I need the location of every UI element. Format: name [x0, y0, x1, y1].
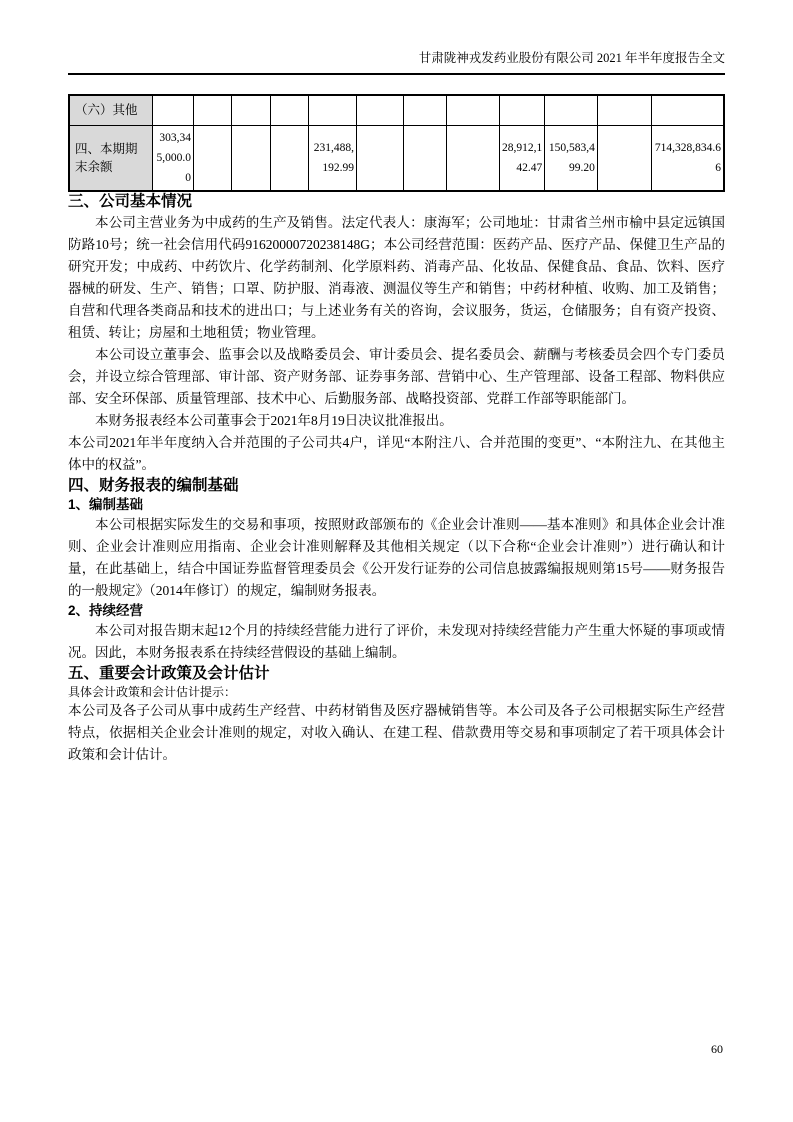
value-cell [194, 125, 232, 191]
row-label-cell: （六）其他 [69, 95, 152, 125]
value-cell [309, 95, 357, 125]
section-heading-company-profile: 三、公司基本情况 [68, 193, 193, 210]
paragraph-report-approval: 本财务报表经本公司董事会于2021年8月19日决议批准报出。 [95, 413, 453, 428]
page-number: 60 [711, 1042, 723, 1056]
paragraph-accounting-policies: 本公司及各子公司从事中成药生产经营、中药材销售及医疗器械销售等。本公司及各子公司根据实际生产经营特点，依据相关企业会计准则的规定，对收入确认、在建工程、借款费用等交易和事项制定了若干项具体会计政策和会计估计。 [68, 703, 725, 762]
value-cell [232, 95, 270, 125]
row-label-cell: 四、本期期末余额 [69, 125, 152, 191]
value-cell [270, 95, 308, 125]
report-header-title: 甘肃陇神戎发药业股份有限公司 2021 年半年度报告全文 [68, 0, 725, 75]
note-label-accounting-policies: 具体会计政策和会计估计提示： [68, 685, 237, 699]
subsection-heading-going-concern: 2、持续经营 [68, 603, 144, 618]
value-cell [597, 125, 651, 191]
paragraph-going-concern: 本公司对报告期末起12个月的持续经营能力进行了评价，未发现对持续经营能力产生重大怀疑的事项或情况。因此，本财务报表系在持续经营假设的基础上编制。 [68, 623, 725, 660]
value-cell: 28,912,142.47 [499, 125, 545, 191]
paragraph-consolidation-scope: 本公司2021年半年度纳入合并范围的子公司共4户，详见“本附注八、合并范围的变更”、“本附注九、在其他主体中的权益”。 [68, 435, 725, 472]
value-cell [356, 95, 403, 125]
table-row-period-end-balance [69, 125, 724, 191]
value-cell: 150,583,499.20 [545, 125, 598, 191]
subsection-heading-preparation-basis: 1、编制基础 [68, 497, 144, 512]
value-cell [356, 125, 403, 191]
owners-equity-table [68, 94, 725, 192]
section-heading-accounting-policies: 五、重要会计政策及会计估计 [68, 665, 270, 682]
value-cell [232, 125, 270, 191]
value-cell [597, 95, 651, 125]
value-cell [194, 95, 232, 125]
value-cell [403, 125, 447, 191]
value-cell [270, 125, 308, 191]
value-cell [403, 95, 447, 125]
value-cell [651, 95, 724, 125]
value-cell [447, 125, 500, 191]
paragraph-business-scope: 本公司主营业务为中成药的生产及销售。法定代表人：康海军；公司地址：甘肃省兰州市榆中县定远镇国防路10号；统一社会信用代码91620000720238148G；本公司经营范围：医药产品、医疗产品、保健卫生产品的研究开发；中成药、中药饮片、化学药制剂、化学原料药、消毒产品、化妆品、保健食品、食品、饮料、医疗器械的研发、生产、销售；口罩、防护服、消毒液、测温仪等生产和销售；中药材种植、收购、加工及销售；自营和代理各类商品和技术的进出口；与上述业务有关的咨询，会议服务，货运，仓储服务；自有资产投资、租赁、转让；房屋和土地租赁；物业管理。 [68, 215, 725, 340]
value-cell: 303,345,000.00 [152, 125, 194, 191]
value-cell: 714,328,834.66 [651, 125, 724, 191]
value-cell [499, 95, 545, 125]
section-heading-preparation-basis: 四、财务报表的编制基础 [68, 477, 239, 494]
table-row-other [69, 95, 724, 125]
value-cell [152, 95, 194, 125]
paragraph-preparation-basis: 本公司根据实际发生的交易和事项，按照财政部颁布的《企业会计准则——基本准则》和具体企业会计准则、企业会计准则应用指南、企业会计准则解释及其他相关规定（以下合称“企业会计准则”）进行确认和计量，在此基础上，结合中国证券监督管理委员会《公开发行证券的公司信息披露编报规则第15号——财务报告的一般规定》（2014年修订）的规定，编制财务报表。 [68, 517, 725, 598]
value-cell [545, 95, 598, 125]
paragraph-governance-structure: 本公司设立董事会、监事会以及战略委员会、审计委员会、提名委员会、薪酬与考核委员会四个专门委员会，并设立综合管理部、审计部、资产财务部、证券事务部、营销中心、生产管理部、设备工程部、物料供应部、安全环保部、质量管理部、技术中心、后勤服务部、战略投资部、党群工作部等职能部门。 [68, 347, 725, 406]
value-cell [447, 95, 500, 125]
value-cell: 231,488,192.99 [309, 125, 357, 191]
